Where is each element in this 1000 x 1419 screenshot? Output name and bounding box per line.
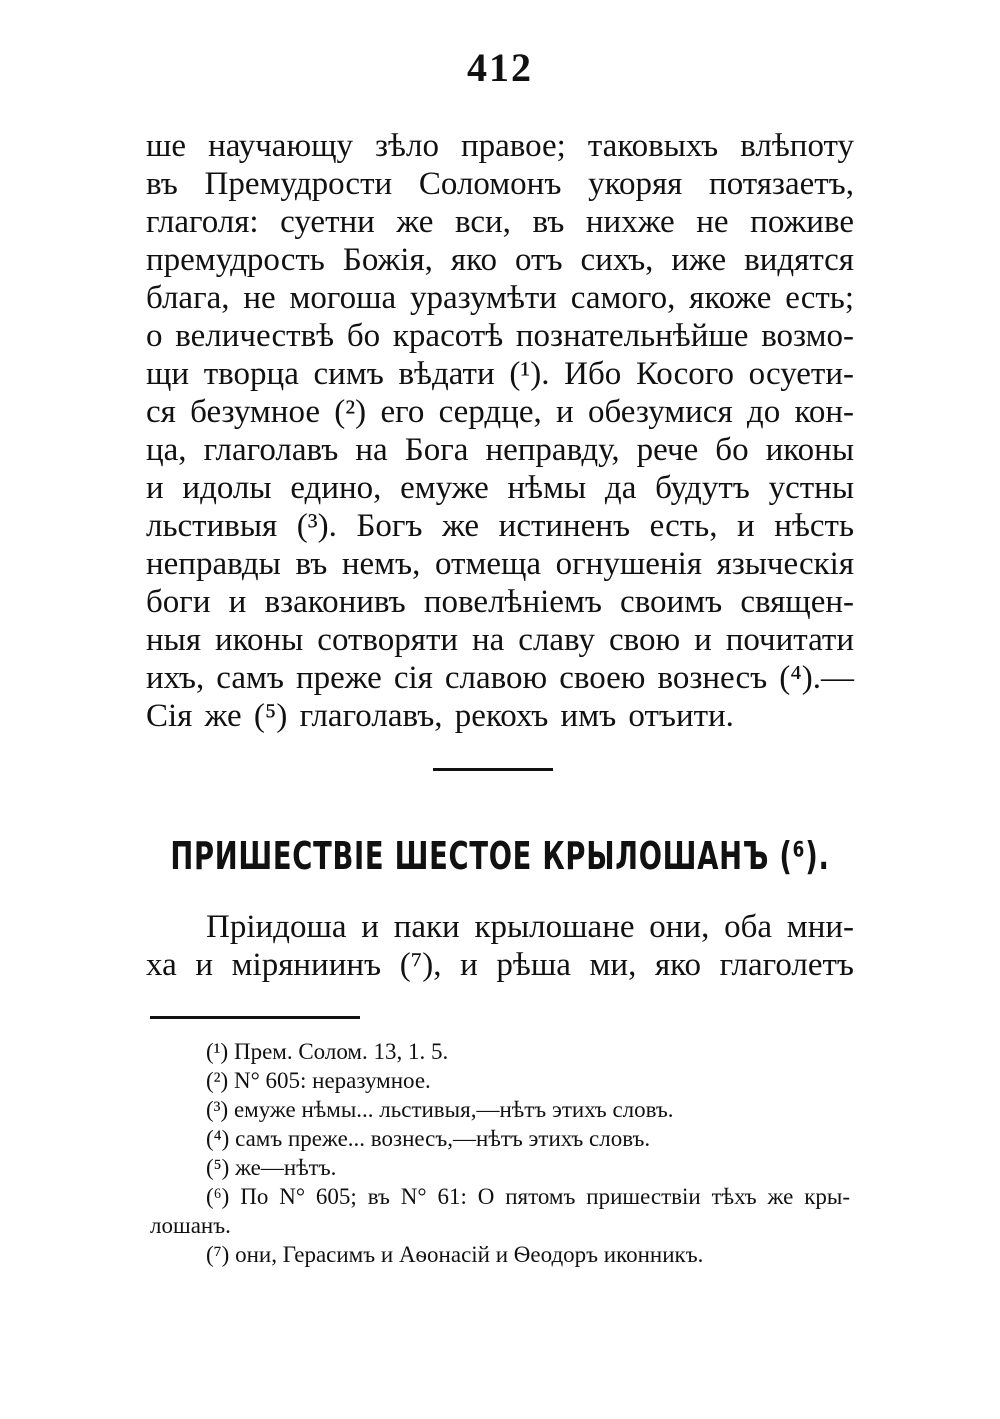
footnote: (¹) Прем. Солом. 13, 1. 5. bbox=[206, 1039, 449, 1064]
footnote-continuation: лошанъ. bbox=[150, 1213, 231, 1238]
text-line: Сія же (⁵) глаголавъ, рекохъ имъ отъити. bbox=[146, 698, 734, 734]
page-number: 412 bbox=[467, 45, 533, 90]
text-line: Пріидоша и паки крылошане они, оба мни- bbox=[206, 909, 854, 945]
footnote: (⁵) же—нѣтъ. bbox=[206, 1155, 337, 1180]
footnote-rule bbox=[150, 1016, 360, 1019]
section-title: ПРИШЕСТВІЕ ШЕСТОЕ КРЫЛОШАНЪ (⁶). bbox=[170, 834, 830, 878]
text-line: въ Премудрости Соломонъ укоряя потязаетъ, bbox=[146, 166, 854, 202]
text-line: ныя иконы сотворяти на славу свою и почитати bbox=[146, 622, 854, 658]
text-line: щи творца симъ вѣдати (¹). Ибо Косого осуети- bbox=[146, 356, 854, 392]
main-text-block bbox=[146, 127, 854, 735]
text-line: боги и взаконивъ повелѣніемъ своимъ священ- bbox=[146, 584, 854, 620]
footnote: (⁷) они, Герасимъ и Аѳонасій и Ѳеодоръ иконникъ. bbox=[206, 1242, 704, 1267]
text-line: блага, не могоша уразумѣти самого, якоже есть; bbox=[146, 280, 854, 316]
text-line: глаголя: суетни же вси, въ нихже не поживе bbox=[146, 204, 854, 240]
text-line: ше научающу зѣло правое; таковыхъ влѣпоту bbox=[146, 128, 854, 164]
footnote: (³) емуже нѣмы... льстивыя,—нѣтъ этихъ словъ. bbox=[206, 1097, 674, 1122]
footnotes bbox=[150, 1037, 850, 1269]
footnote: (⁴) самъ преже... вознесъ,—нѣтъ этихъ словъ. bbox=[206, 1126, 651, 1151]
section-body bbox=[146, 908, 854, 984]
text-line: ха и міряниинъ (⁷), и рѣша ми, яко глаголетъ bbox=[146, 947, 854, 983]
text-line: и идолы едино, емуже нѣмы да будутъ устны bbox=[146, 470, 854, 506]
text-line: ца, глаголавъ на Бога неправду, рече бо иконы bbox=[146, 432, 854, 468]
text-line: льстивыя (³). Богъ же истиненъ есть, и нѣсть bbox=[146, 508, 854, 544]
text-line: неправды въ немъ, отмеща огнушенія языческія bbox=[146, 546, 854, 582]
text-line: премудрость Божія, яко отъ сихъ, иже видятся bbox=[146, 242, 854, 278]
text-line: о величествѣ бо красотѣ познательнѣйше возмо- bbox=[146, 318, 854, 354]
footnote: (²) N° 605: неразумное. bbox=[206, 1068, 431, 1093]
section-divider bbox=[433, 768, 553, 771]
text-line: ихъ, самъ преже сія славою своею вознесъ (⁴).— bbox=[146, 660, 854, 696]
text-line: ся безумное (²) его сердце, и обезумися до кон- bbox=[146, 394, 854, 430]
footnote: (⁶) По N° 605; въ N° 61: О пятомъ пришествіи тѣхъ же кры- bbox=[206, 1184, 850, 1209]
